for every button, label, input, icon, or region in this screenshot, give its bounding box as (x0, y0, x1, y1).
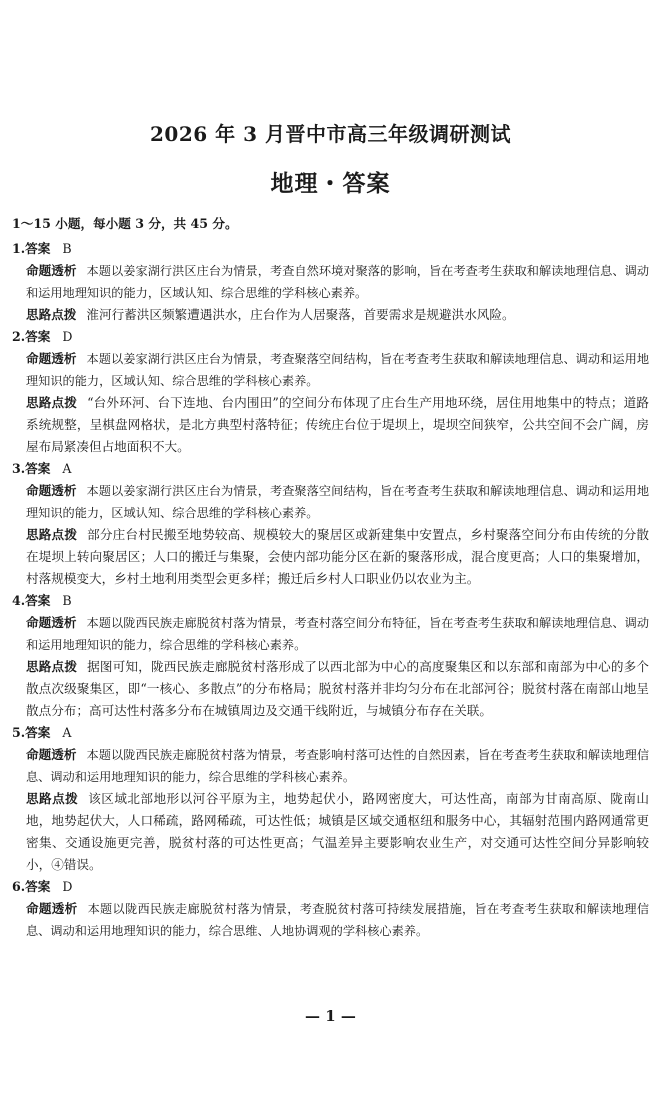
hint-label: 思路点拨 (26, 395, 78, 410)
hint-text: “台外环河、台下连地、台内围田”的空间分布体现了庄台生产用地环绕，居住用地集中的特点；道路系统规整，呈棋盘网格状，是北方典型村落特征；传统庄台位于堤坝上，堤坝空间狭窄，公共空间不会广阔，房屋布局紧凑但占地面积不大。 (26, 395, 649, 454)
exam-subtitle: 地理・答案 (270, 170, 391, 197)
motive-text: 本题以陇西民族走廊脱贫村落为情景，考查村落空间分布特征，旨在考查考生获取和解读地理信息、调动和运用地理知识的能力，综合思维的学科核心素养。 (26, 616, 650, 652)
hint-paragraph (12, 304, 649, 326)
hint-text: 淮河行蓄洪区频繁遭遇洪水，庄台作为人居聚落，首要需求是规避洪水风险。 (86, 307, 515, 322)
exam-title: 2026 年 3 月晋中市高三年级调研测试 (150, 122, 511, 146)
motive-text: 本题以姜家湖行洪区庄台为情景，考查自然环境对聚落的影响，旨在考查考生获取和解读地理信息、调动和运用地理知识的能力，区域认知、综合思维的学科核心素养。 (26, 264, 650, 300)
motive-label: 命题透析 (26, 747, 77, 762)
hint-label: 思路点拨 (26, 659, 78, 674)
hint-label: 思路点拨 (26, 307, 77, 322)
hint-paragraph (12, 392, 649, 458)
question-number: 1. (12, 241, 26, 256)
motive-text: 本题以陇西民族走廊脱贫村落为情景，考查脱贫村落可持续发展措施，旨在考查考生获取和解读地理信息、调动和运用地理知识的能力，综合思维、人地协调观的学科核心素养。 (26, 902, 650, 938)
motive-label: 命题透析 (26, 351, 77, 366)
motive-paragraph (12, 744, 649, 788)
answer-value: B (62, 593, 72, 608)
question-number: 5. (12, 725, 26, 740)
hint-text: 部分庄台村民搬至地势较高、规模较大的聚居区或新建集中安置点，乡村聚落空间分布由传统的分散在堤坝上转向聚居区；人口的搬迁与集聚，会使内部功能分区在新的聚落形成，混合度更高；人口的集聚增加，村落规模变大，乡村土地利用类型会更多样；搬迁后乡村人口职业仍以农业为主。 (26, 527, 650, 586)
answer-value: D (62, 879, 73, 894)
answer-value: A (62, 461, 72, 476)
question-list (12, 238, 649, 942)
answer-line (12, 326, 649, 348)
question-number: 2. (12, 329, 26, 344)
answer-label: 答案 (25, 593, 51, 608)
question-block (12, 722, 649, 876)
motive-text: 本题以姜家湖行洪区庄台为情景，考查聚落空间结构，旨在考查考生获取和解读地理信息、调动和运用地理知识的能力，区域认知、综合思维的学科核心素养。 (26, 484, 650, 520)
answer-label: 答案 (25, 329, 51, 344)
answer-line (12, 590, 649, 612)
motive-paragraph (12, 480, 649, 524)
question-block (12, 326, 649, 458)
question-number: 4. (12, 593, 26, 608)
motive-paragraph (12, 260, 649, 304)
answer-value: A (62, 725, 72, 740)
motive-text: 本题以姜家湖行洪区庄台为情景，考查聚落空间结构，旨在考查考生获取和解读地理信息、调动和运用地理知识的能力，区域认知、综合思维的学科核心素养。 (26, 352, 650, 388)
answer-value: D (62, 329, 73, 344)
question-block (12, 458, 649, 590)
hint-label: 思路点拨 (26, 791, 79, 806)
motive-label: 命题透析 (26, 263, 77, 278)
hint-paragraph (12, 788, 649, 876)
answer-label: 答案 (25, 725, 51, 740)
answer-line (12, 876, 649, 898)
scoring-instructions: 1～15 小题，每小题 3 分，共 45 分。 (12, 216, 238, 231)
hint-text: 该区域北部地形以河谷平原为主，地势起伏小，路网密度大，可达性高，南部为甘南高原、陇南山地，地势起伏大，人口稀疏，路网稀疏，可达性低；城镇是区域交通枢纽和服务中心，其辐射范围内路网通常更密集、交通设施更完善，脱贫村落的可达性更高；气温差异主要影响农业生产，对交通可达性空间分异影响较小，④错误。 (26, 791, 650, 872)
motive-paragraph (12, 348, 649, 392)
hint-paragraph (12, 656, 649, 722)
motive-paragraph (12, 898, 649, 942)
question-block (12, 590, 649, 722)
question-number: 3. (12, 461, 26, 476)
motive-text: 本题以陇西民族走廊脱贫村落为情景，考查影响村落可达性的自然因素，旨在考查考生获取和解读地理信息、调动和运用地理知识的能力，综合思维的学科核心素养。 (26, 748, 650, 784)
motive-label: 命题透析 (26, 615, 77, 630)
hint-paragraph (12, 524, 649, 590)
answer-label: 答案 (25, 461, 51, 476)
answer-value: B (62, 241, 72, 256)
answer-label: 答案 (25, 241, 51, 256)
answer-label: 答案 (25, 879, 51, 894)
hint-label: 思路点拨 (26, 527, 78, 542)
question-block (12, 238, 649, 326)
motive-label: 命题透析 (26, 901, 78, 916)
page-number: — 1 — (305, 1007, 356, 1025)
question-number: 6. (12, 879, 26, 894)
hint-text: 据图可知，陇西民族走廊脱贫村落形成了以西北部为中心的高度聚集区和以东部和南部为中心的多个散点次级聚集区，即“一核心、多散点”的分布格局；脱贫村落并非均匀分布在北部河谷；脱贫村落在南部山地呈散点分布；高可达性村落多分布在城镇周边及交通干线附近，与城镇分布存在关联。 (26, 659, 650, 718)
question-block (12, 876, 649, 942)
answer-line (12, 722, 649, 744)
answer-line (12, 458, 649, 480)
answer-line (12, 238, 649, 260)
motive-label: 命题透析 (26, 483, 77, 498)
motive-paragraph (12, 612, 649, 656)
